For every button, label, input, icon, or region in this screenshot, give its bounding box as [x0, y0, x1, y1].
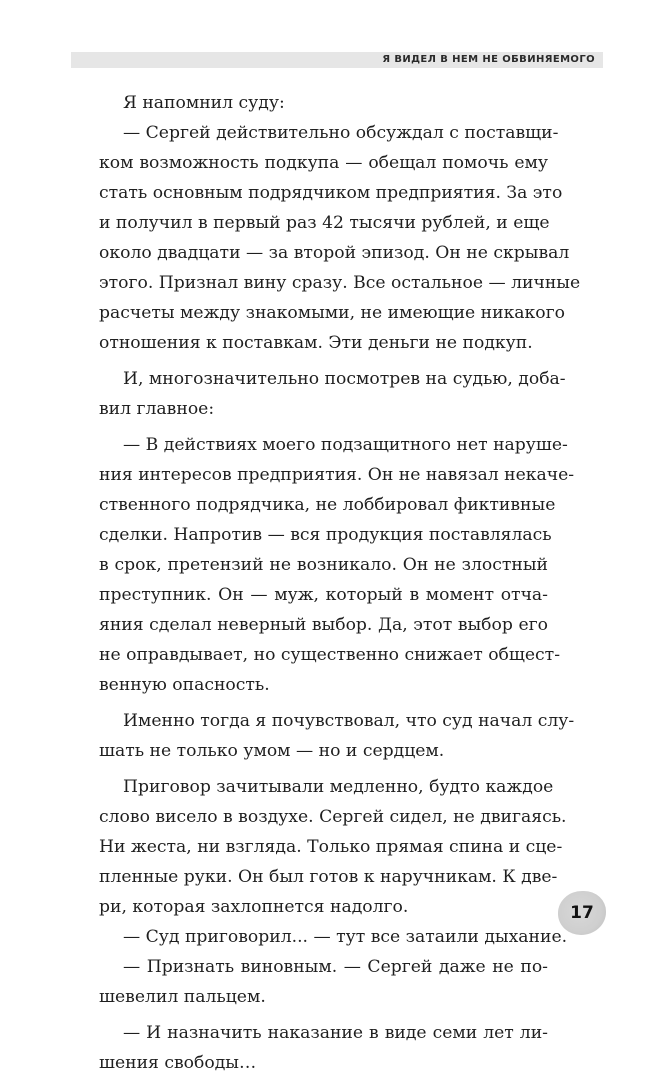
- text-line: — Суд приговорил... — тут все затаили дыхание.: [123, 927, 568, 947]
- text-line: расчеты между знакомыми, не имеющие никакого: [99, 303, 566, 323]
- text-line: не оправдывает, но существенно снижает общест-: [99, 645, 560, 665]
- text-line: этого. Признал вину сразу. Все остальное — личные: [99, 273, 581, 293]
- text-line: и получил в первый раз 42 тысячи рублей, и еще: [99, 213, 550, 233]
- text-line: вил главное:: [99, 399, 215, 419]
- text-line: ния интересов предприятия. Он не навязал некаче-: [99, 465, 575, 485]
- text-line: шевелил пальцем.: [99, 987, 266, 1007]
- text-line: пленные руки. Он был готов к наручникам. К две-: [99, 867, 558, 887]
- text-line: — И назначить наказание в виде семи лет ли-: [123, 1023, 548, 1043]
- text-line: венную опасность.: [99, 675, 270, 695]
- text-line: около двадцати — за второй эпизод. Он не скрывал: [99, 243, 570, 263]
- running-head: Я ВИДЕЛ В НЕМ НЕ ОБВИНЯЕМОГО: [382, 54, 595, 65]
- text-line: ком возможность подкупа — обещал помочь ему: [99, 153, 548, 173]
- text-line: Приговор зачитывали медленно, будто каждое: [123, 777, 554, 797]
- text-line: И, многозначительно посмотрев на судью, доба-: [123, 369, 566, 389]
- text-line: Я напомнил суду:: [123, 93, 285, 113]
- body-text: [99, 88, 581, 1078]
- text-line: Именно тогда я почувствовал, что суд начал слу-: [123, 711, 575, 731]
- text-line: ственного подрядчика, не лоббировал фиктивные: [99, 495, 556, 515]
- text-line: преступник. Он — муж, который в момент отча-: [99, 585, 548, 605]
- text-line: — Признать виновным. — Сергей даже не по-: [123, 957, 548, 977]
- running-head-bar: [71, 52, 603, 68]
- text-line: Ни жеста, ни взгляда. Только прямая спина и сце-: [99, 837, 563, 857]
- text-line: отношения к поставкам. Эти деньги не подкуп.: [99, 333, 533, 353]
- text-line: сделки. Напротив — вся продукция поставлялась: [99, 525, 552, 545]
- text-line: ри, которая захлопнется надолго.: [99, 897, 409, 917]
- text-line: стать основным подрядчиком предприятия. За это: [99, 183, 563, 203]
- text-line: яния сделал неверный выбор. Да, этот выбор его: [99, 615, 548, 635]
- page-number-badge: [558, 891, 606, 935]
- page-number: 17: [570, 903, 594, 923]
- text-line: — Сергей действительно обсуждал с поставщи-: [123, 123, 559, 143]
- text-line: слово висело в воздухе. Сергей сидел, не двигаясь.: [99, 807, 567, 827]
- text-line: шать не только умом — но и сердцем.: [99, 741, 445, 761]
- text-line: — В действиях моего подзащитного нет наруше-: [123, 435, 568, 455]
- text-line: в срок, претензий не возникало. Он не злостный: [99, 555, 548, 575]
- text-line: шения свободы…: [99, 1053, 257, 1073]
